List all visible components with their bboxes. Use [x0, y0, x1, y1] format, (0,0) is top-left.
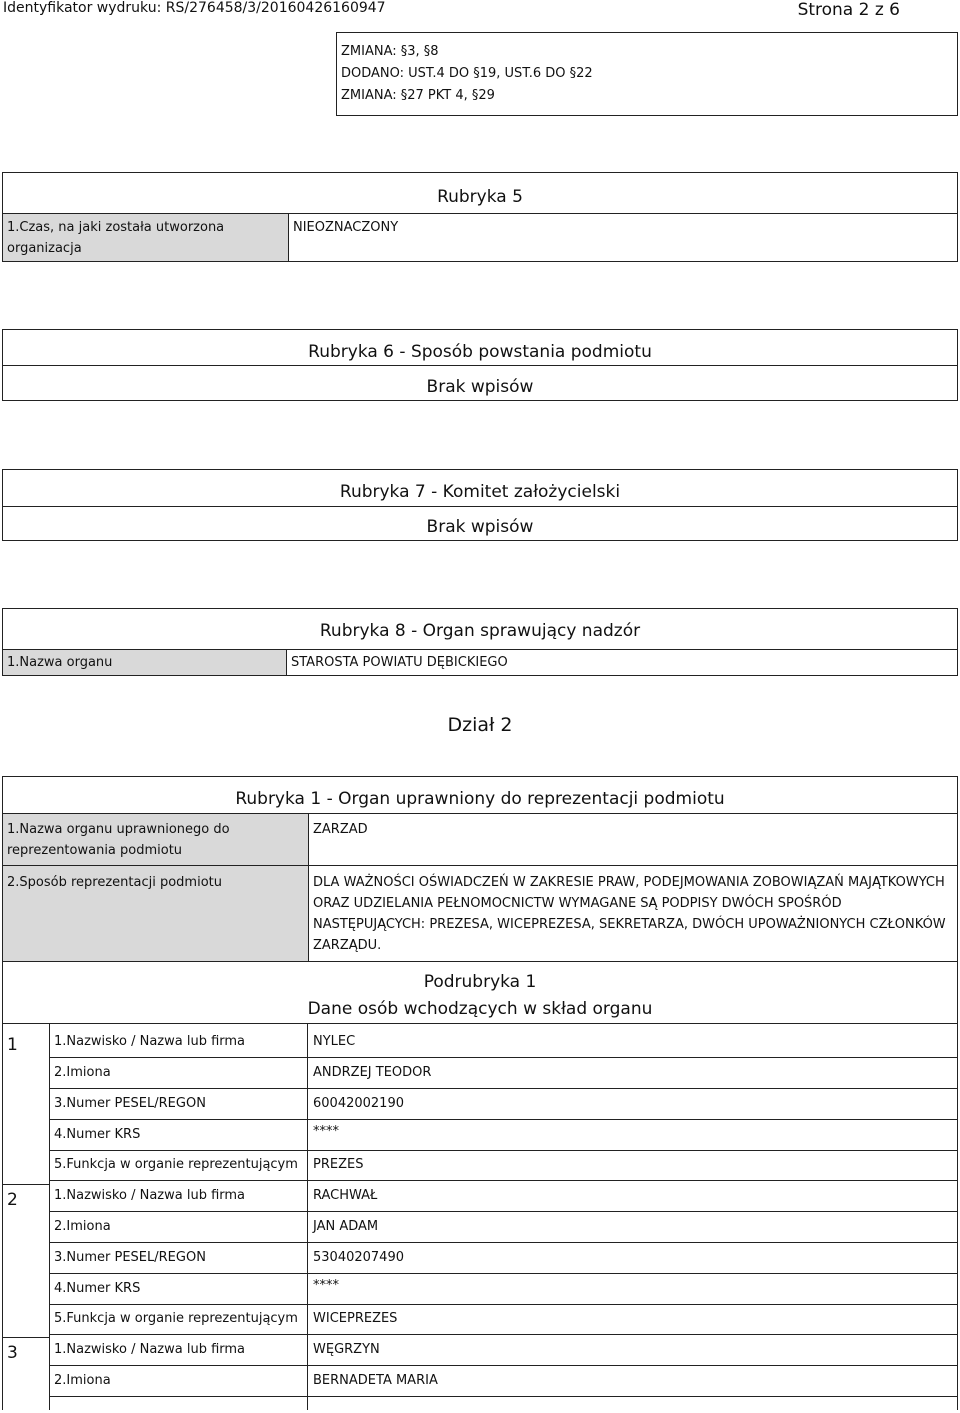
- person-1-function-label: 5.Funkcja w organie reprezentującym: [54, 1157, 298, 1172]
- page-number: Strona 2 z 6: [797, 0, 900, 20]
- person-1-number: 1: [7, 1035, 18, 1055]
- person-3-names-label: 2.Imiona: [54, 1373, 111, 1388]
- person-1-function: PREZES: [313, 1157, 364, 1172]
- person-1-krs-label: 4.Numer KRS: [54, 1127, 141, 1142]
- person-1-krs: ****: [313, 1124, 339, 1139]
- person-1-pesel: 60042002190: [313, 1096, 404, 1111]
- rubryka-5-section: [2, 172, 958, 262]
- person-2-number: 2: [7, 1190, 18, 1210]
- dzial-title: Dział 2: [447, 714, 513, 736]
- rubryka-1-title: Rubryka 1 - Organ uprawniony do reprezentacji podmiotu: [235, 789, 725, 809]
- change-line-2: DODANO: UST.4 DO §19, UST.6 DO §22: [341, 66, 593, 81]
- rubryka-8-section: [2, 608, 958, 676]
- rubryka-1-f2-label: 2.Sposób reprezentacji podmiotu: [7, 875, 222, 890]
- rubryka-5-label: 1.Czas, na jaki została utworzona organizacja: [7, 220, 225, 256]
- rubryka-8-label-cell: [3, 649, 287, 675]
- rubryka-1-f1-label-cell: [3, 813, 309, 865]
- print-identifier: Identyfikator wydruku: RS/276458/3/20160426160947: [3, 0, 386, 16]
- rubryka-1-f1-value: ZARZAD: [313, 822, 368, 837]
- rubryka-1-f1-label: 1.Nazwa organu uprawnionego do reprezentowania podmiotu: [7, 822, 230, 858]
- rubryka-5-value: NIEOZNACZONY: [293, 220, 399, 235]
- person-3-names: BERNADETA MARIA: [313, 1373, 438, 1388]
- person-2-pesel: 53040207490: [313, 1250, 404, 1265]
- rubryka-1-f2-value: DLA WAŻNOŚCI OŚWIADCZEŃ W ZAKRESIE PRAW, PODEJMOWANIA ZOBOWIĄZAŃ MAJĄTKOWYCH ORAZ UDZIELANIA PEŁNOMOCNICTW WYMAGANE SĄ PODPISY DWÓCH SPOŚRÓD NASTĘPUJĄCYCH: PREZESA, WICEPREZESA, SEKRETARZA, DWÓCH UPOWAŻNIONYCH CZŁONKÓW ZARZĄDU.: [313, 875, 946, 953]
- rubryka-6-section: [2, 329, 958, 401]
- person-2-pesel-label: 3.Numer PESEL/REGON: [54, 1250, 206, 1265]
- rubryka-1-f1-value-cell: [309, 813, 957, 865]
- rubryka-6-title: Rubryka 6 - Sposób powstania podmiotu: [308, 342, 652, 362]
- rubryka-5-title: Rubryka 5: [437, 187, 523, 207]
- rubryka-8-value: STAROSTA POWIATU DĘBICKIEGO: [291, 655, 508, 670]
- person-2-surname: RACHWAŁ: [313, 1188, 378, 1203]
- person-3-number: 3: [7, 1343, 18, 1363]
- person-3-surname: WĘGRZYN: [313, 1342, 380, 1357]
- rubryka-7-section: [2, 469, 958, 541]
- person-1-names-label: 2.Imiona: [54, 1065, 111, 1080]
- person-2-names: JAN ADAM: [313, 1219, 379, 1234]
- person-2-krs: ****: [313, 1278, 339, 1293]
- rubryka-7-value: Brak wpisów: [426, 517, 534, 537]
- rubryka-1-f2-label-cell: [3, 865, 309, 961]
- person-1-surname: NYLEC: [313, 1034, 356, 1049]
- rubryka-5-label-cell: [3, 213, 289, 261]
- rubryka-1-f2-value-cell: [309, 865, 957, 961]
- rubryka-5-value-cell: [289, 213, 957, 261]
- person-2-names-label: 2.Imiona: [54, 1219, 111, 1234]
- rubryka-1-section: [2, 776, 958, 1410]
- person-1-surname-label: 1.Nazwisko / Nazwa lub firma: [54, 1034, 246, 1049]
- rubryka-8-label: 1.Nazwa organu: [7, 655, 113, 670]
- rubryka-7-title: Rubryka 7 - Komitet założycielski: [339, 482, 621, 502]
- podrubryka-title: Podrubryka 1: [423, 972, 537, 992]
- person-2-surname-label: 1.Nazwisko / Nazwa lub firma: [54, 1188, 246, 1203]
- changes-box: [336, 32, 958, 116]
- person-3-surname-label: 1.Nazwisko / Nazwa lub firma: [54, 1342, 246, 1357]
- person-2-function-label: 5.Funkcja w organie reprezentującym: [54, 1311, 298, 1326]
- person-1-pesel-label: 3.Numer PESEL/REGON: [54, 1096, 206, 1111]
- change-line-1: ZMIANA: §3, §8: [341, 44, 439, 59]
- person-2-krs-label: 4.Numer KRS: [54, 1281, 141, 1296]
- person-2-function: WICEPREZES: [313, 1311, 398, 1326]
- podrubryka-subtitle: Dane osób wchodzących w skład organu: [307, 999, 653, 1019]
- rubryka-8-title: Rubryka 8 - Organ sprawujący nadzór: [319, 621, 641, 641]
- change-line-3: ZMIANA: §27 PKT 4, §29: [341, 88, 495, 103]
- person-1-names: ANDRZEJ TEODOR: [313, 1065, 432, 1080]
- rubryka-6-value: Brak wpisów: [426, 377, 534, 397]
- rubryka-8-value-cell: [287, 649, 957, 675]
